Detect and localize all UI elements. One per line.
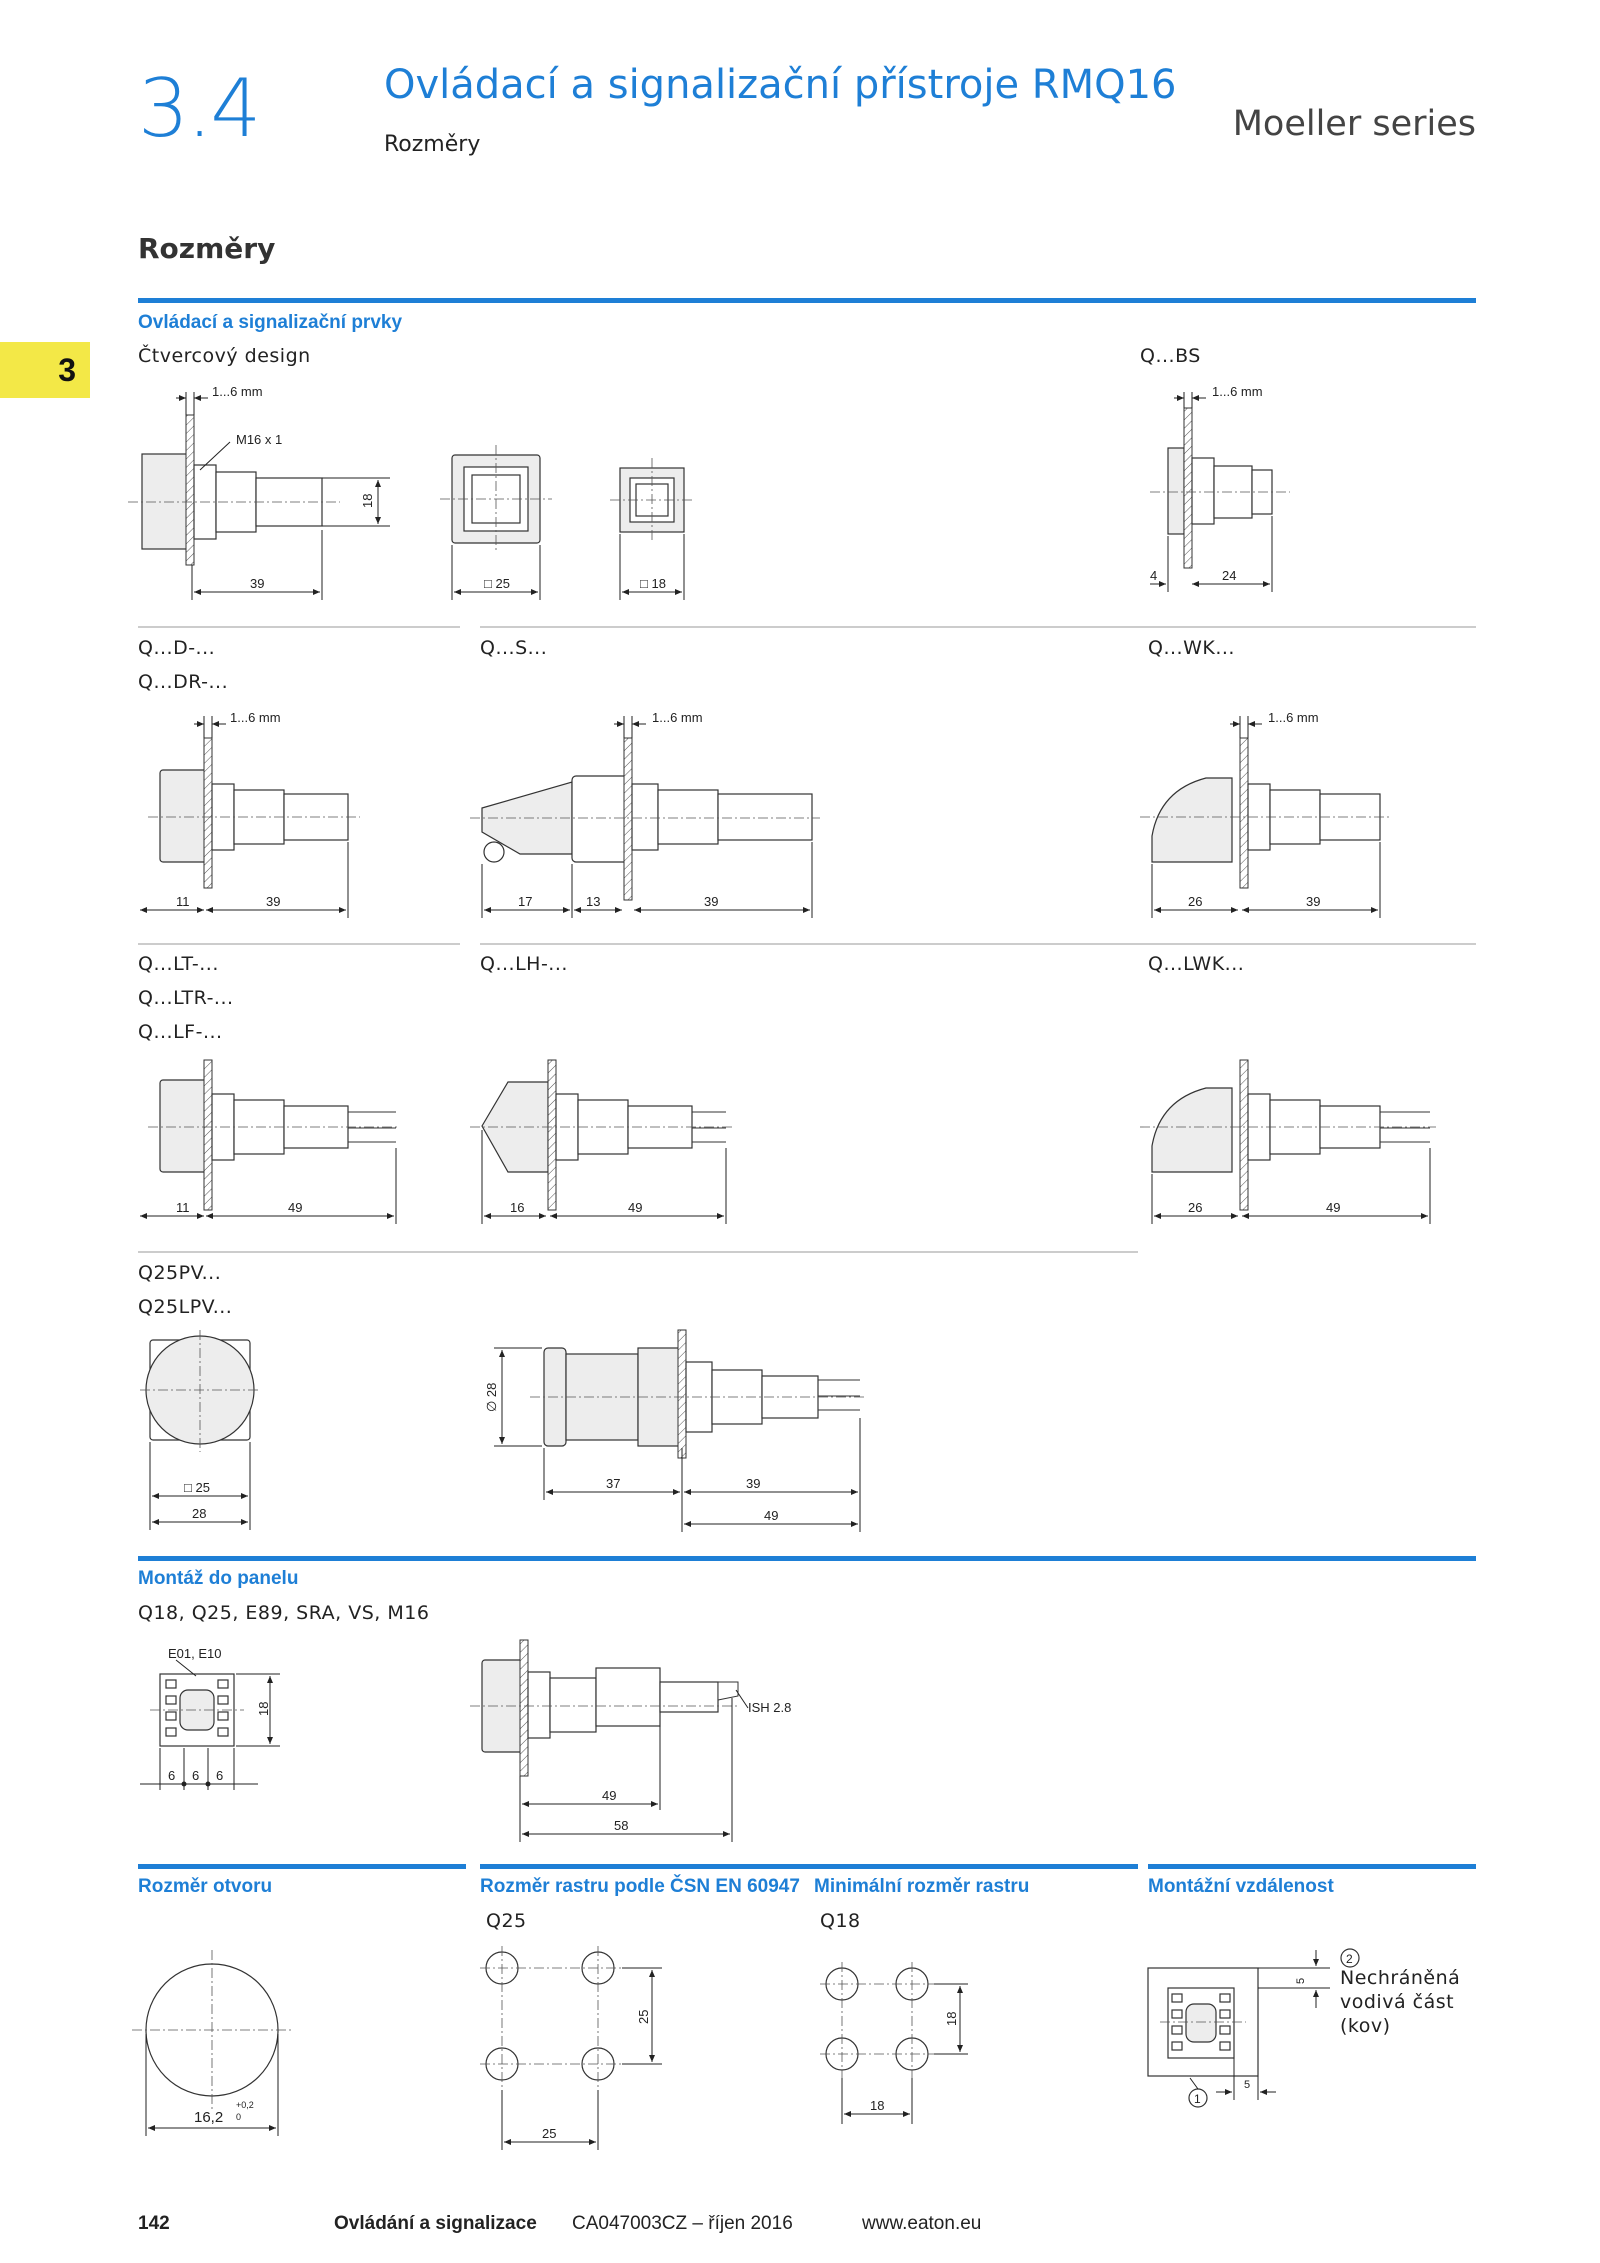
bs-label: Q...BS: [1140, 345, 1201, 367]
footer-chapter: Ovládání a signalizace: [334, 2213, 537, 2234]
drawing-square-side: [128, 384, 390, 600]
page-title: Ovládací a signalizační přístroje RMQ16: [384, 62, 1177, 108]
qlh-front-text: 16: [510, 1200, 525, 1215]
section2-title: Montáž do panelu: [138, 1568, 299, 1589]
series-label: Moeller series: [1232, 104, 1476, 144]
d1-gap-text: 1...6 mm: [212, 384, 263, 399]
grid-q25-dx-text: 25: [542, 2126, 557, 2141]
d2-size-text: 25: [495, 576, 510, 591]
drawing-qd: [140, 710, 360, 918]
label-qwk: Q...WK...: [1148, 637, 1235, 659]
d1-height-text: 18: [360, 493, 375, 508]
qlh-length-text: 49: [628, 1200, 643, 1215]
pv-rear-len-text: 39: [746, 1476, 761, 1491]
drawing-qlh: [470, 1060, 732, 1224]
grid-q25-label: Q25: [486, 1910, 527, 1932]
mount-note: [1340, 1966, 1460, 2038]
qlt-front-text: 11: [176, 1200, 190, 1215]
qwk-gap-text: 1...6 mm: [1268, 710, 1319, 725]
mount-note-line3: (kov): [1340, 2015, 1391, 2037]
pitch-1-text: 6: [168, 1768, 176, 1783]
mount-len2-text: 58: [614, 1818, 629, 1833]
drawing-contacts: [140, 1646, 280, 1790]
qwk-front-text: 26: [1188, 894, 1203, 909]
mount-bottom-text: 5: [1244, 2079, 1251, 2091]
qlt-length-text: 49: [288, 1200, 303, 1215]
pitch-3-text: 6: [216, 1768, 224, 1783]
drawing-qlt: [140, 1060, 400, 1224]
mount-title: Montážní vzdálenost: [1148, 1876, 1334, 1897]
pv-inner-text: 25: [195, 1480, 210, 1495]
bs-length-text: 24: [1222, 568, 1237, 583]
mount-note-line2: vodivá část: [1340, 1991, 1455, 2013]
mingrid-title: Minimální rozměr rastru: [814, 1876, 1030, 1897]
chapter-tab: 3: [0, 342, 90, 398]
grid-rule: [480, 1864, 812, 1869]
qlwk-length-text: 49: [1326, 1200, 1341, 1215]
qs-gap-text: 1...6 mm: [652, 710, 703, 725]
section-heading: Rozměry: [138, 232, 276, 265]
label-qd: Q...D-...: [138, 637, 216, 659]
label-qdr: Q...DR-...: [138, 671, 229, 693]
label-qlt: Q...LT-...: [138, 953, 219, 975]
grid-q18-dy-text: 18: [944, 2011, 959, 2026]
section2-rule: [138, 1556, 1476, 1561]
label-qlf: Q...LF-...: [138, 1021, 223, 1043]
label-q25pv: Q25PV...: [138, 1262, 222, 1284]
label-qlh: Q...LH-...: [480, 953, 568, 975]
drawing-grid-q18: [820, 1962, 968, 2124]
drawing-qlwk: [1140, 1060, 1436, 1224]
mark1-text: 1: [1194, 2092, 1201, 2106]
mount-len1-text: 49: [602, 1788, 617, 1803]
bs-front-text: 4: [1150, 568, 1158, 583]
label-qs: Q...S...: [480, 637, 548, 659]
pv-diameter-text: 28: [484, 1382, 499, 1398]
d3-size-text: 18: [651, 576, 666, 591]
qd-length-text: 39: [266, 894, 281, 909]
qd-front-text: 11: [176, 894, 190, 909]
d1-length-text: 39: [250, 576, 265, 591]
opening-rule: [138, 1864, 466, 1869]
label-qltr: Q...LTR-...: [138, 987, 234, 1009]
drawing-qwk: [1140, 710, 1392, 918]
drawing-pv-side: [484, 1330, 866, 1532]
d1-thread-text: M16 x 1: [236, 432, 283, 447]
pv-front-len-text: 37: [606, 1476, 621, 1491]
svg-text:□ 18: □ 18: [640, 576, 666, 591]
qs-front-text: 17: [518, 894, 533, 909]
grid-q25-dy-text: 25: [636, 2009, 651, 2024]
contacts-label-text: E01, E10: [168, 1646, 222, 1661]
drawing-pv-front: [140, 1330, 260, 1530]
drawing-grid-q25: [480, 1946, 662, 2150]
drawing-qs: [470, 710, 820, 918]
section1-title: Ovládací a signalizační prvky: [138, 312, 403, 333]
pv-outer-text: 28: [192, 1506, 207, 1521]
mount-note-line1: Nechráněná: [1340, 1967, 1461, 1989]
terminal-label-text: ISH 2.8: [748, 1700, 792, 1715]
grid-q18-dx-text: 18: [870, 2098, 885, 2113]
contacts-height-text: 18: [256, 1701, 271, 1716]
drawing-bs: [1150, 384, 1290, 592]
opening-dim-text: 16,2: [194, 2109, 224, 2126]
opening-tol-top: +0,2: [236, 2100, 254, 2110]
drawing-opening: [132, 1950, 292, 2136]
drawing-square18: [610, 458, 694, 600]
section2-subtitle: Q18, Q25, E89, SRA, VS, M16: [138, 1602, 430, 1624]
svg-text:□ 25: □ 25: [184, 1480, 210, 1495]
opening-title: Rozměr otvoru: [138, 1876, 273, 1897]
drawing-panel-mount: [470, 1640, 791, 1842]
svg-text:∅ 28: ∅ 28: [484, 1382, 499, 1412]
footer-doc: CA047003CZ – říjen 2016: [572, 2213, 793, 2234]
mount-rule: [1148, 1864, 1476, 1869]
grid-title: Rozměr rastru podle ČSN EN 60947: [480, 1876, 800, 1897]
qwk-length-text: 39: [1306, 894, 1321, 909]
footer-page: 142: [138, 2213, 170, 2234]
opening-tol-bot: 0: [236, 2112, 242, 2122]
label-q25lpv: Q25LPV...: [138, 1296, 233, 1318]
page-subtitle: Rozměry: [384, 132, 481, 157]
qs-mid-text: 13: [586, 894, 601, 909]
qs-length-text: 39: [704, 894, 719, 909]
grid-q18-label: Q18: [820, 1910, 861, 1932]
mark2-text: 2: [1346, 1952, 1353, 1966]
mingrid-rule: [812, 1864, 1138, 1869]
drawing-square25: [440, 445, 552, 600]
pitch-2-text: 6: [192, 1768, 200, 1783]
section-number: 3.4: [138, 62, 260, 155]
qlwk-front-text: 26: [1188, 1200, 1203, 1215]
qd-gap-text: 1...6 mm: [230, 710, 281, 725]
label-qlwk: Q...LWK...: [1148, 953, 1245, 975]
section1-subtitle: Čtvercový design: [138, 345, 311, 367]
footer-web: www.eaton.eu: [862, 2213, 982, 2234]
svg-text:□ 25: □ 25: [484, 576, 510, 591]
drawing-mount-distance: [1148, 1949, 1359, 2107]
bs-gap-text: 1...6 mm: [1212, 384, 1263, 399]
pv-total-len-text: 49: [764, 1508, 779, 1523]
mount-top-text: 5: [1295, 1977, 1307, 1984]
